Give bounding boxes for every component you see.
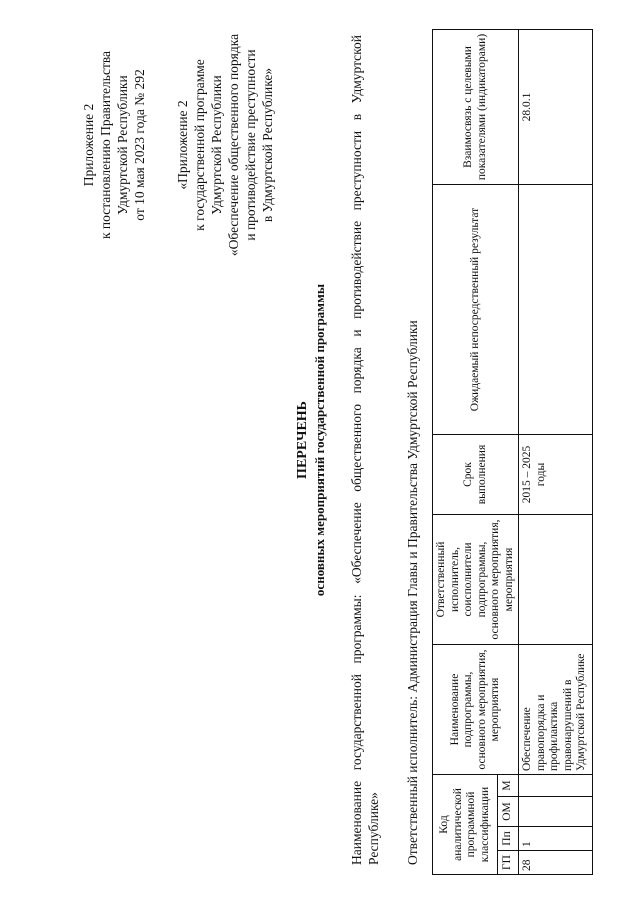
appendix-line: к государственной программе [192, 59, 207, 231]
approval-line: Удмуртской Республики [115, 75, 130, 215]
approval-line: к постановлению Правительства [98, 50, 113, 240]
header-name: Наименование подпрограммы, основного мероприятия, мероприятия [433, 645, 519, 775]
cell-om [519, 797, 593, 827]
document-title: ПЕРЕЧЕНЬ [295, 401, 310, 479]
header-pp: Пп [498, 827, 519, 851]
appendix-line: в Удмуртской Республике» [260, 67, 275, 223]
cell-result [519, 185, 593, 435]
approval-line: Приложение 2 [81, 103, 96, 187]
header-term: Срок выполнения [433, 435, 519, 515]
responsible-executor: Ответственный исполнитель: Администрация Главы и Правительства Удмуртской Республики [405, 320, 420, 865]
header-code: Код аналитической программной классификации [433, 775, 498, 875]
table-header-row [433, 30, 498, 875]
measures-table [432, 29, 593, 875]
title-block [294, 205, 328, 675]
appendix-line: «Обеспечение общественного порядка [226, 33, 241, 257]
appendix-line: и противодействие преступности [243, 49, 258, 241]
header-gp: ГП [498, 851, 519, 875]
cell-term: 2015 – 2025 годы [519, 435, 593, 515]
program-name: Наименование государственной программы: «Обеспечение общественного порядка и противодействие преступности в Удмуртской Республике» [349, 35, 381, 865]
cell-name: Обеспечение правопорядка и профилактика правонарушений в Удмуртской Республике [519, 645, 593, 775]
appendix-reference [174, 25, 276, 265]
cell-pp: 1 [519, 827, 593, 851]
table-row [519, 30, 593, 875]
header-om: ОМ [498, 797, 519, 827]
header-m: М [498, 775, 519, 797]
appendix-line: «Приложение 2 [175, 100, 190, 190]
document-subtitle: основных мероприятий государственной программы [312, 283, 327, 597]
cell-m [519, 775, 593, 797]
header-executor: Ответственный исполнитель, соисполнители подпрограммы, основного мероприятия, мероприятия [433, 515, 519, 645]
approval-line: от 10 мая 2023 года № 292 [132, 69, 147, 221]
cell-link: 28.0.1 [519, 30, 593, 185]
cell-gp: 28 [519, 851, 593, 875]
approval-stamp [80, 30, 148, 260]
header-link: Взаимосвязь с целевыми показателями (индикаторами) [433, 30, 519, 185]
cell-executor [519, 515, 593, 645]
appendix-line: Удмуртской Республики [209, 75, 224, 215]
header-result: Ожидаемый непосредственный результат [433, 185, 519, 435]
